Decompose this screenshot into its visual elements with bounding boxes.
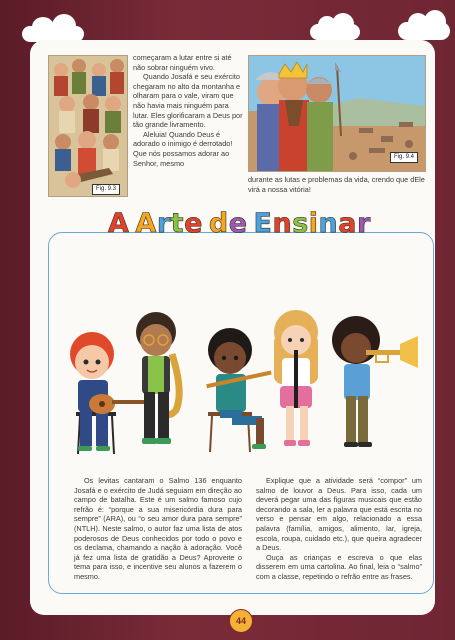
story-text-column xyxy=(133,53,243,168)
title-letter: e xyxy=(228,208,248,239)
cloud-decoration xyxy=(398,22,450,40)
title-letter: n xyxy=(272,208,293,239)
paragraph: Ouça as crianças e escreva o que elas disserem em uma cartolina. Ao final, leia o “salmo” com a classe, repetindo o refrão entre as frases. xyxy=(256,552,422,581)
figure-label: Fig. 9.4 xyxy=(390,152,418,163)
paragraph: começaram a lutar entre si até não sobrar ninguém vivo. xyxy=(133,53,232,72)
figure-label: Fig. 9.3 xyxy=(92,184,120,195)
paragraph: Quando Josafá e seu exército chegaram no alto da montanha e olharam para o vale, viram que não havia mais ninguém para lutar. Eles glorificaram a Deus por tão grande livramento. xyxy=(133,72,243,130)
paragraph: durante as lutas e problemas da vida, crendo que dEle virá a nossa vitória! xyxy=(248,175,425,194)
title-letter: A xyxy=(135,208,157,239)
activity-text-right xyxy=(256,476,422,582)
activity-text-left xyxy=(74,476,242,582)
paragraph: Explique que a atividade será “compor” um salmo de louvor a Deus. Para isso, cada um deverá pegar uma das figuras musicais que estão decorando a sala, ler a palavra que está escrita no verso e pensar em algo, relacionado a essa palavra (família, amigos, alimento, lar, igreja, escola, roupa, cuidado etc.), que queira agradecer a Deus. xyxy=(256,476,422,553)
title-letter: d xyxy=(208,208,229,239)
section-title xyxy=(108,208,371,239)
title-letter: t xyxy=(170,208,185,239)
paragraph: Os levitas cantaram o Salmo 136 enquanto Josafá e o exército de Judá seguiam em direção ao campo de batalha. Este é um salmo famoso cujo refrão é: “porque a sua misericórdia dura para sempre” (ARA), ou “o seu amor dura para sempre” (NTLH). Neste salmo, o autor faz uma lista de atos poderosos de Deus conhecidos por todo o povo e os declama, chamando a nação à adoração. Você já fez uma lista de gratidão a Deus? Aproveite o tema para isso, e incentive seu alunos a fazerem o mesmo. xyxy=(74,476,242,581)
page-number: 44 xyxy=(229,609,253,633)
title-letter: i xyxy=(308,208,319,239)
title-letter: a xyxy=(338,208,358,239)
paragraph: Aleluia! Quando Deus é adorado o inimigo é derrotado! Que nós possamos adorar ao Senhor, mesmo xyxy=(133,129,233,168)
cloud-decoration xyxy=(310,24,360,40)
title-letter: E xyxy=(253,208,273,239)
title-letter: s xyxy=(292,208,309,239)
title-letter: r xyxy=(156,208,171,239)
title-letter: A xyxy=(108,208,130,239)
title-letter: r xyxy=(357,208,371,239)
title-letter: e xyxy=(184,208,203,239)
children-music-illustration xyxy=(56,292,426,460)
crowd-illustration xyxy=(48,55,128,197)
title-letter: n xyxy=(318,208,339,239)
